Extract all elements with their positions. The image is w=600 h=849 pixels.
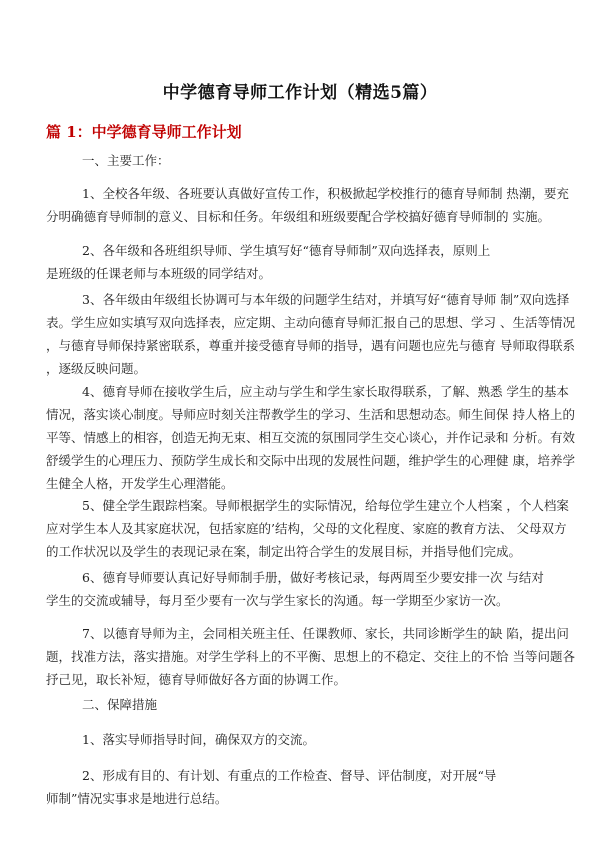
paragraph-line: 学生的交流或辅导，每月至少要有一次与学生家长的沟通。每一学期至少家访一次。 — [46, 593, 509, 608]
paragraph-line: 4、德育导师在接收学生后，应主动与学生和学生家长取得联系，了解、熟悉 学生的基本 — [82, 384, 569, 399]
paragraph-line: 2、形成有目的、有计划、有重点的工作检查、督导、评估制度，对开展“导 — [82, 768, 497, 783]
paragraph-line: 应对学生本人及其家庭状况，包括家庭的’结构，父母的文化程度、家庭的教育方法、 父母双方 — [46, 521, 567, 536]
paragraph-line: 7、以德育导师为主，会同相关班主任、任课教师、家长，共同诊断学生的缺 陷，提出问 — [82, 626, 569, 641]
work-item-3 — [46, 288, 575, 380]
paragraph-line: 5、健全学生跟踪档案。导师根据学生的实际情况，给每位学生建立个人档案 ，个人档案 — [82, 498, 569, 513]
paragraph-line: 2、各年级和各班组织导师、学生填写好“德育导师制”双向选择表，原则上 — [82, 243, 491, 258]
paragraph-line: 情况，落实谈心制度。导师应时刻关注帮教学生的学习、生活和思想动态。师生间保 持人格上的 — [46, 407, 575, 422]
measure-2 — [46, 764, 556, 810]
section2-heading-text: 二、保障措施 — [82, 697, 158, 712]
paragraph-line: 分明确德育导师制的意义、目标和任务。年级组和班级要配合学校搞好德育导师制的 实施。 — [46, 209, 550, 224]
section1-heading-text: 一、主要工作： — [82, 153, 170, 168]
article-subtitle: 篇 1：中学德育导师工作计划 — [46, 123, 242, 141]
paragraph-line: ，与德育导师保持紧密联系，尊重并接受德育导师的指导，遇有问题也应先与德育 导师取得联系 — [46, 338, 575, 353]
paragraph-line: 生健全人格，开发学生心理潜能。 — [46, 476, 234, 491]
work-item-1 — [46, 182, 569, 228]
paragraph-line: 舒缓学生的心理压力、预防学生成长和交际中出现的发展性问题，维护学生的心理健 康，培养学 — [46, 453, 575, 468]
paragraph-line: 的工作状况以及学生的表现记录在案，制定出符合学生的发展目标，并指导他们完成。 — [46, 544, 522, 559]
paragraph-line: 6、德育导师要认真记好导师制手册，做好考核记录，每两周至少要安排一次 与结对 — [82, 570, 544, 585]
section1-heading — [46, 149, 556, 172]
document-title: 中学德育导师工作计划（精选5篇） — [162, 83, 438, 103]
paragraph-line: ，逐级反映问题。 — [46, 361, 147, 376]
paragraph-line: 题，找准方法，落实措施。对学生学科上的不平衡、思想上的不稳定、交往上的不恰 当等问题各 — [46, 649, 575, 664]
work-item-2 — [46, 239, 556, 285]
paragraph-line: 3、各年级由年级组长协调可与本年级的问题学生结对，并填写好“德育导师 制”双向选择 — [82, 292, 570, 307]
paragraph-line: 表。学生应如实填写双向选择表，应定期、主动向德育导师汇报自己的思想、学习 、生活等情况 — [46, 315, 575, 330]
section2-heading — [46, 693, 556, 716]
paragraph-line: 是班级的任课老师与本班级的同学结对。 — [46, 266, 272, 281]
work-item-6 — [46, 566, 556, 612]
work-item-7 — [46, 622, 575, 691]
paragraph-line: 抒己见，取长补短，德育导师做好各方面的协调工作。 — [46, 672, 347, 687]
paragraph-line: 1、落实导师指导时间，确保双方的交流。 — [82, 732, 315, 747]
paragraph-line: 师制”情况实事求是地进行总结。 — [46, 791, 228, 806]
paragraph-line: 平等、情感上的相容，创造无拘无束、相互交流的氛围同学生交心谈心，并作记录和 分析。有效 — [46, 430, 575, 445]
paragraph-line: 1、全校各年级、各班要认真做好宣传工作，积极掀起学校推行的德育导师制 热潮，要充 — [82, 186, 569, 201]
work-item-5 — [46, 494, 569, 563]
measure-1 — [46, 728, 556, 751]
work-item-4 — [46, 380, 575, 495]
